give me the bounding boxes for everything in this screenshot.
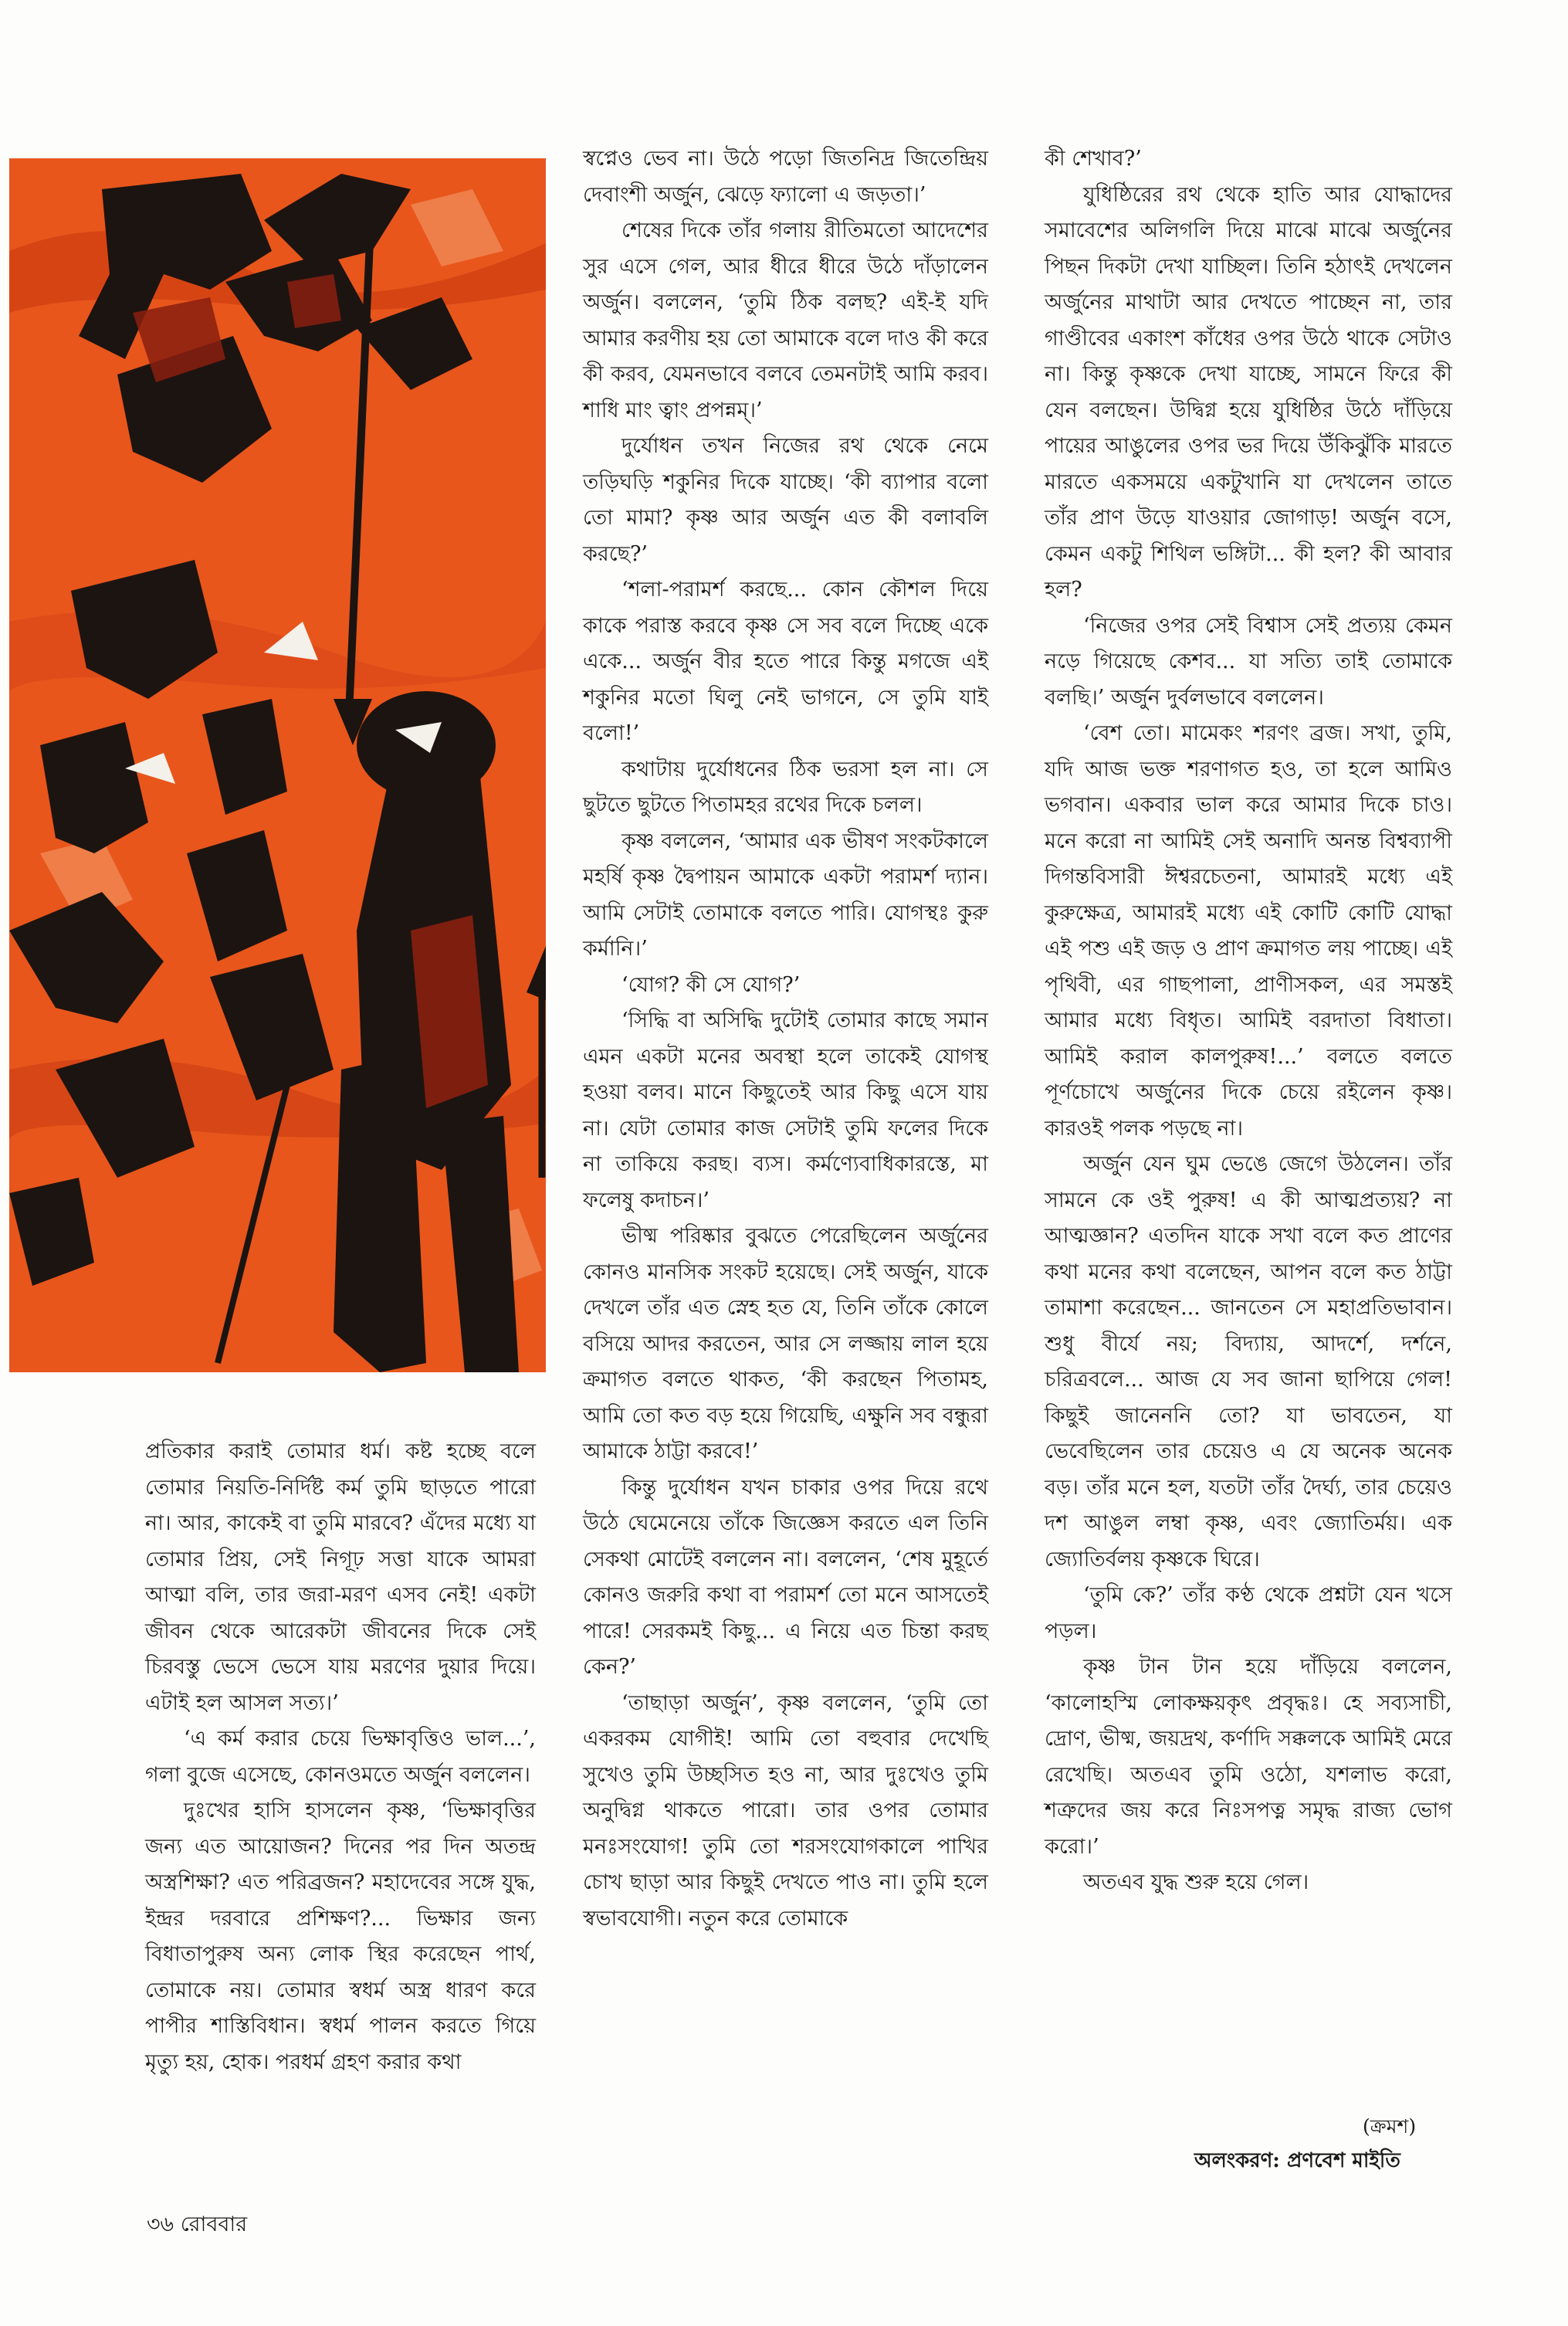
paragraph: দুর্যোধন তখন নিজের রথ থেকে নেমে তড়িঘড়ি শকুনির দিকে যাচ্ছে। ‘কী ব্যাপার বলো তো মামা? কৃষ্ণ আর অর্জুন এত কী বলাবলি করছে?’	[583, 434, 988, 566]
illustration-credit: অলংকরণ: প্রণবেশ মাইতি	[1194, 2149, 1400, 2172]
paragraph: প্রতিকার করাই তোমার ধর্ম। কষ্ট হচ্ছে বলে তোমার নিয়তি-নির্দিষ্ট কর্ম তুমি ছাড়তে পারো না। আর, কাকেই বা তুমি মারবে? এঁদের মধ্যে যা তোমার প্রিয়, সেই নিগূঢ় সত্তা যাকে আমরা আত্মা বলি, তার জরা-মরণ এসব নেই! একটা জীবন থেকে আরেকটা জীবনের দিকে সেই চিরবস্তু ভেসে ভেসে যায় মরণের দুয়ার দিয়ে। এটাই হল আসল সত্য।’	[145, 1439, 536, 1715]
article-column-left	[145, 1434, 536, 2080]
serial-note: (ক্রমশ)	[1363, 2115, 1417, 2138]
paragraph: ‘নিজের ওপর সেই বিশ্বাস সেই প্রত্যয় কেমন নড়ে গিয়েছে কেশব... যা সত্যি তাই তোমাকে বলছি।’ অর্জুন দুর্বলভাবে বললেন।	[1045, 613, 1452, 710]
paragraph: ‘যোগ? কী সে যোগ?’	[621, 972, 801, 997]
paragraph: স্বপ্নেও ভেব না। উঠে পড়ো জিতনিদ্র জিতেন্দ্রিয় দেবাংশী অর্জুন, ঝেড়ে ফ্যালো এ জড়তা।’	[583, 147, 988, 207]
paragraph: ‘সিদ্ধি বা অসিদ্ধি দুটোই তোমার কাছে সমান এমন একটা মনের অবস্থা হলে তাকেই যোগস্থ হওয়া বলব। মানে কিছুতেই আর কিছু এসে যায় না। যেটা তোমার কাজ সেটাই তুমি ফলের দিকে না তাকিয়ে করছ। ব্যস। কর্মণ্যেবাধিকারস্তে, মা ফলেষু কদাচন।’	[583, 1009, 988, 1212]
paragraph: শেষের দিকে তাঁর গলায় রীতিমতো আদেশের সুর এসে গেল, আর ধীরে ধীরে উঠে দাঁড়ালেন অর্জুন। বললেন, ‘তুমি ঠিক বলছ? এই-ই যদি আমার করণীয় হয় তো আমাকে বলে দাও কী করে কী করব, যেমনভাবে বলবে তেমনটাই আমি করব। শাধি মাং ত্বাং প্রপন্নম্।’	[583, 219, 988, 422]
paragraph: কথাটায় দুর্যোধনের ঠিক ভরসা হল না। সে ছুটতে ছুটতে পিতামহর রথের দিকে চলল।	[583, 757, 988, 817]
page-folio: ৩৬ রোববার	[147, 2212, 248, 2236]
illustration-svg	[9, 158, 546, 1372]
paragraph: ‘বেশ তো। মামেকং শরণং ব্রজ। সখা, তুমি, যদি আজ ভক্ত শরণাগত হও, তা হলে আমিও ভগবান। একবার ভাল করে আমার দিকে চাও। মনে করো না আমিই সেই অনাদি অনন্ত বিশ্বব্যাপী দিগন্তবিসারী ঈশ্বরচেতনা, আমারই মধ্যে এই কুরুক্ষেত্র, আমারই মধ্যে এই কোটি কোটি যোদ্ধা এই পশু এই জড় ও প্রাণ ক্রমাগত লয় পাচ্ছে। এই পৃথিবী, এর গাছপালা, প্রাণীসকল, এর সমস্তই আমার মধ্যে বিধৃত। আমিই বরদাতা বিধাতা। আমিই করাল কালপুরুষ!...’ বলতে বলতে পূর্ণচোখে অর্জুনের দিকে চেয়ে রইলেন কৃষ্ণ। কারওই পলক পড়ছে না।	[1045, 721, 1452, 1141]
paragraph: ‘শলা-পরামর্শ করছে... কোন কৌশল দিয়ে কাকে পরাস্ত করবে কৃষ্ণ সে সব বলে দিচ্ছে একে একে... অর্জুন বীর হতে পারে কিন্তু মগজে এই শকুনির মতো ঘিলু নেই ভাগনে, সে তুমি যাই বলো!’	[583, 578, 988, 745]
illustration	[9, 158, 546, 1372]
paragraph: অর্জুন যেন ঘুম ভেঙে জেগে উঠলেন। তাঁর সামনে কে ওই পুরুষ! এ কী আত্মপ্রত্যয়? না আত্মজ্ঞান? এতদিন যাকে সখা বলে কত প্রাণের কথা মনের কথা বলেছেন, আপন বলে কত ঠাট্টা তামাশা করেছেন... জানতেন সে মহাপ্রতিভাবান। শুধু বীর্যে নয়; বিদ্যায়, আদর্শে, দর্শনে, চরিত্রবলে... আজ যে সব জানা ছাপিয়ে গেল! কিছুই জানেননি তো? যা ভাবতেন, যা ভেবেছিলেন তার চেয়েও এ যে অনেক অনেক বড়। তাঁর মনে হল, যতটা তাঁর দৈর্ঘ্য, তার চেয়েও দশ আঙুল লম্বা কৃষ্ণ, এবং জ্যোতির্ময়। এক জ্যোতির্বলয় কৃষ্ণকে ঘিরে।	[1045, 1152, 1452, 1572]
paragraph: ‘এ কর্ম করার চেয়ে ভিক্ষাবৃত্তিও ভাল...’, গলা বুজে এসেছে, কোনওমতে অর্জুন বললেন।	[145, 1727, 536, 1787]
article-column-right	[1045, 141, 1452, 1901]
article-column-middle	[583, 141, 988, 1937]
paragraph: ‘তুমি কে?’ তাঁর কণ্ঠ থেকে প্রশ্নটা যেন খসে পড়ল।	[1045, 1583, 1452, 1643]
paragraph: ‘তাছাড়া অর্জুন’, কৃষ্ণ বললেন, ‘তুমি তো একরকম যোগীই! আমি তো বহুবার দেখেছি সুখেও তুমি উচ্ছসিত হও না, আর দুঃখেও তুমি অনুদ্বিগ্ন থাকতে পারো। তার ওপর তোমার মনঃসংযোগ! তুমি তো শরসংযোগকালে পাখির চোখ ছাড়া আর কিছুই দেখতে পাও না। তুমি হলে স্বভাবযোগী। নতুন করে তোমাকে	[583, 1690, 988, 1931]
paragraph: কৃষ্ণ টান টান হয়ে দাঁড়িয়ে বললেন, ‘কালোহস্মি লোকক্ষয়কৃৎ প্রবৃদ্ধঃ। হে সব্যসাচী, দ্রোণ, ভীষ্ম, জয়দ্রথ, কর্ণাদি সক্কলকে আমিই মেরে রেখেছি। অতএব তুমি ওঠো, যশলাভ করো, শত্রুদের জয় করে নিঃসপত্ন সমৃদ্ধ রাজ্য ভোগ করো।’	[1045, 1655, 1452, 1859]
paragraph: ভীষ্ম পরিষ্কার বুঝতে পেরেছিলেন অর্জুনের কোনও মানসিক সংকট হয়েছে। সেই অর্জুন, যাকে দেখলে তাঁর এত স্নেহ হত যে, তিনি তাঁকে কোলে বসিয়ে আদর করতেন, আর সে লজ্জায় লাল হয়ে ক্রমাগত বলতে থাকত, ‘কী করছেন পিতামহ, আমি তো কত বড় হয়ে গিয়েছি, এক্ষুনি সব বন্ধুরা আমাকে ঠাট্টা করবে!’	[583, 1224, 988, 1463]
paragraph: কিন্তু দুর্যোধন যখন চাকার ওপর দিয়ে রথে উঠে ঘেমেনেয়ে তাঁকে জিজ্ঞেস করতে এল তিনি সেকথা মোটেই বললেন না। বললেন, ‘শেষ মুহূর্তে কোনও জরুরি কথা বা পরামর্শ তো মনে আসতেই পারে! সেরকমই কিছু... এ নিয়ে এত চিন্তা করছ কেন?’	[583, 1475, 988, 1679]
paragraph: যুধিষ্ঠিরের রথ থেকে হাতি আর যোদ্ধাদের সমাবেশের অলিগলি দিয়ে মাঝে মাঝে অর্জুনের পিছন দিকটা দেখা যাচ্ছিল। তিনি হঠাৎই দেখলেন অর্জুনের মাথাটা আর দেখতে পাচ্ছেন না, তার গাণ্ডীবের একাংশ কাঁধের ওপর উঠে থাকে সেটাও না। কিন্তু কৃষ্ণকে দেখা যাচ্ছে, সামনে ফিরে কী যেন বলছেন। উদ্বিগ্ন হয়ে যুধিষ্ঠির উঠে দাঁড়িয়ে পায়ের আঙুলের ওপর ভর দিয়ে উঁকিঝুঁকি মারতে মারতে একসময়ে একটুখানি যা দেখলেন তাতে তাঁর প্রাণ উড়ে যাওয়ার জোগাড়! অর্জুন বসে, কেমন একটু শিথিল ভঙ্গিটা... কী হল? কী আবার হল?	[1045, 182, 1452, 602]
paragraph: কৃষ্ণ বললেন, ‘আমার এক ভীষণ সংকটকালে মহর্ষি কৃষ্ণ দ্বৈপায়ন আমাকে একটা পরামর্শ দ্যান। আমি সেটাই তোমাকে বলতে পারি। যোগস্থঃ কুরু কর্মানি।’	[583, 829, 988, 961]
paragraph: দুঃখের হাসি হাসলেন কৃষ্ণ, ‘ভিক্ষাবৃত্তির জন্য এত আয়োজন? দিনের পর দিন অতন্দ্র অস্ত্রশিক্ষা? এত পরিব্রজন? মহাদেবের সঙ্গে যুদ্ধ, ইন্দ্রর দরবারে প্রশিক্ষণ?... ভিক্ষার জন্য বিধাতাপুরুষ অন্য লোক স্থির করেছেন পার্থ, তোমাকে নয়। তোমার স্বধর্ম অস্ত্র ধারণ করে পাপীর শাস্তিবিধান। স্বধর্ম পালন করতে গিয়ে মৃত্যু হয়, হোক। পরধর্ম গ্রহণ করার কথা	[145, 1799, 536, 2074]
paragraph: কী শেখাব?’	[1045, 147, 1142, 171]
paragraph: অতএব যুদ্ধ শুরু হয়ে গেল।	[1083, 1870, 1309, 1894]
